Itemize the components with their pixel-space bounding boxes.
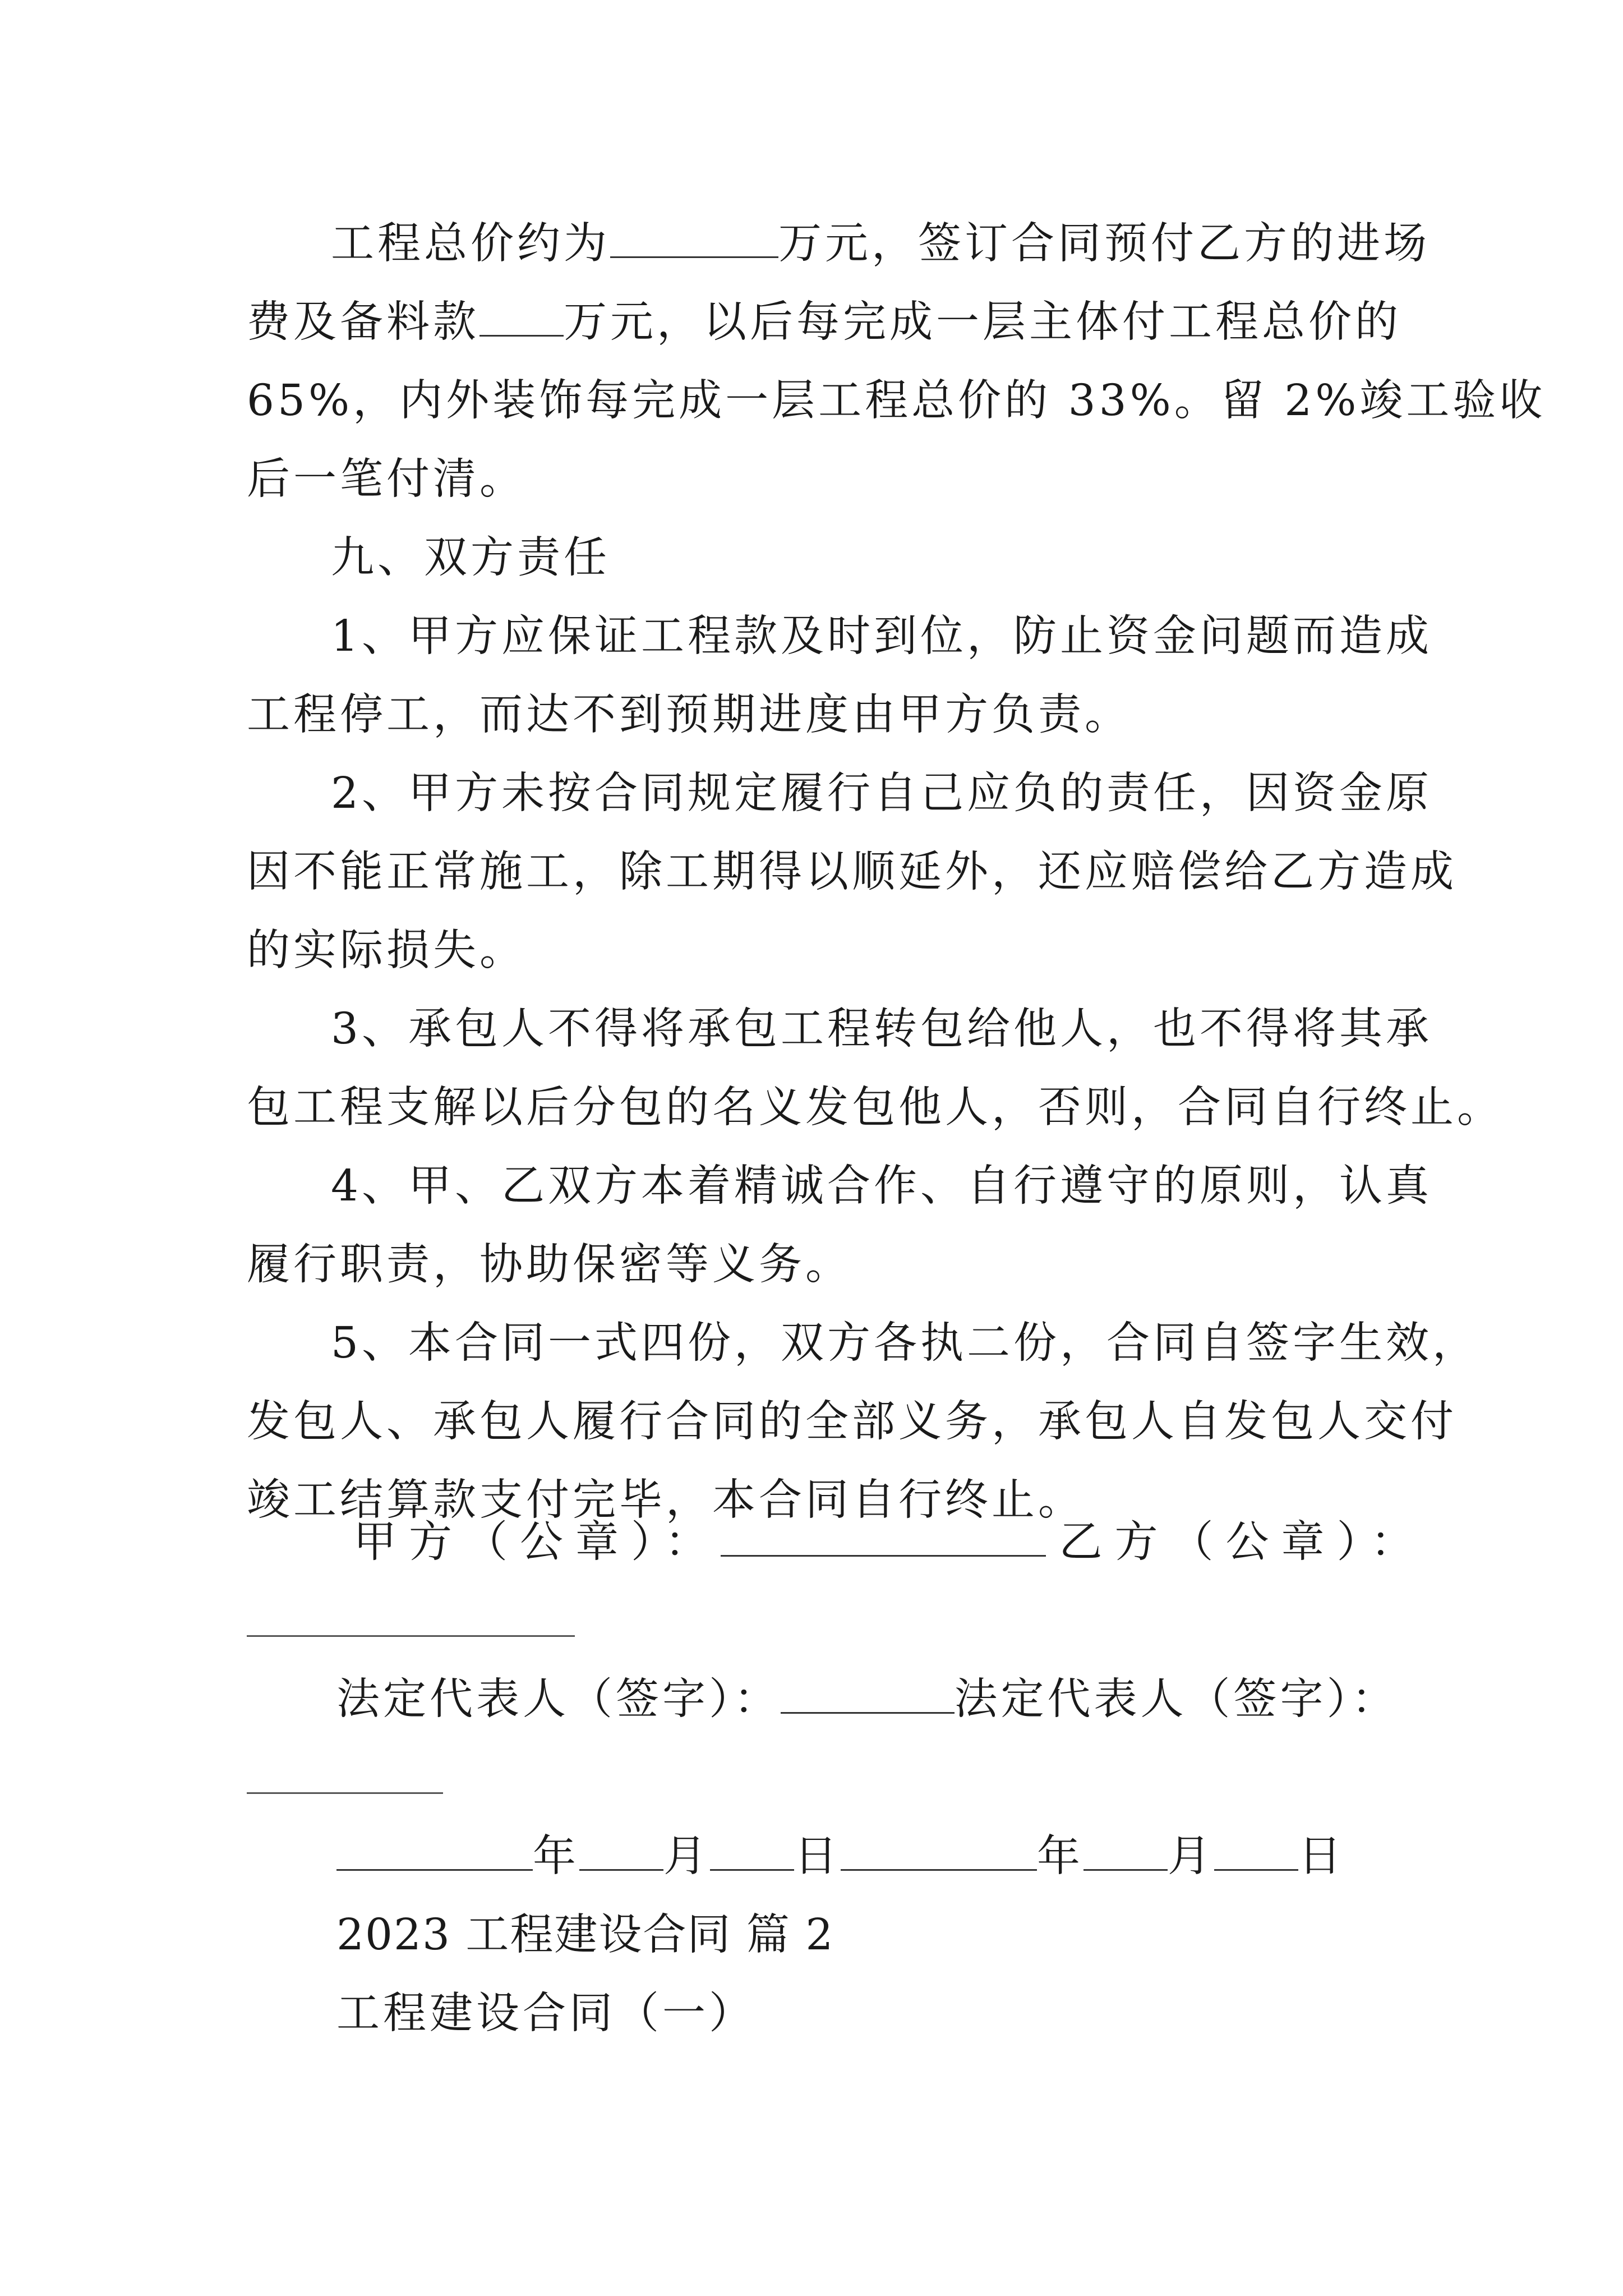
party-a-seal-blank	[721, 1515, 1046, 1557]
text-line: 包工程支解以后分包的名义发包他人，否则，合同自行终止。	[247, 1083, 1504, 1133]
amount-blank	[610, 216, 778, 258]
party-seal-line	[353, 1503, 1426, 1582]
text-line: 3、承包人不得将承包工程转包给他人，也不得将其承	[331, 1004, 1432, 1054]
text-line: 后一笔付清。	[247, 454, 526, 504]
text-segment: 工程总价约为	[331, 219, 610, 269]
section-title: 2023 工程建设合同 篇 2	[336, 1910, 834, 1960]
amount-blank	[479, 295, 564, 337]
day-blank	[710, 1829, 794, 1871]
text-line: 5、本合同一式四份，双方各执二份，合同自签字生效，	[331, 1318, 1479, 1368]
year-label: 年	[533, 1832, 579, 1881]
year-label: 年	[1037, 1832, 1083, 1881]
party-b-seal-label: 乙方（公章）：	[1059, 1517, 1426, 1567]
year-blank	[841, 1829, 1037, 1871]
section-heading: 九、双方责任	[331, 533, 610, 583]
text-line: 发包人、承包人履行合同的全部义务，承包人自发包人交付	[247, 1397, 1457, 1447]
text-line: 履行职责，协助保密等义务。	[247, 1240, 852, 1290]
text-segment: 万元，签订合同预付乙方的进场	[778, 219, 1430, 269]
party-a-rep-label: 法定代表人（签字）：	[336, 1674, 781, 1724]
year-blank	[336, 1829, 533, 1871]
representative-line	[336, 1660, 1402, 1739]
party-a-seal-label: 甲方（公章）：	[353, 1517, 721, 1567]
text-line	[247, 283, 1401, 362]
text-line: 65%，内外装饰每完成一层工程总价的 33%。留 2%竣工验收	[247, 376, 1546, 426]
party-b-seal-blank	[247, 1635, 575, 1637]
text-line: 因不能正常施工，除工期得以顺延外，还应赔偿给乙方造成	[247, 847, 1457, 897]
party-b-rep-blank	[247, 1792, 443, 1794]
day-label: 日	[1298, 1832, 1345, 1881]
party-b-rep-label: 法定代表人（签字）：	[954, 1674, 1398, 1724]
section-subtitle: 工程建设合同（一）	[336, 1989, 755, 2039]
text-line: 的实际损失。	[247, 926, 526, 976]
month-blank	[579, 1829, 663, 1871]
text-line	[331, 205, 1475, 283]
text-segment: 费及备料款	[247, 297, 479, 347]
text-line: 4、甲、乙双方本着精诚合作、自行遵守的原则，认真	[331, 1161, 1432, 1211]
text-line: 1、甲方应保证工程款及时到位，防止资金问题而造成	[331, 611, 1432, 661]
day-label: 日	[794, 1832, 841, 1881]
date-line	[336, 1818, 1402, 1896]
month-blank	[1083, 1829, 1168, 1871]
month-label: 月	[663, 1832, 710, 1881]
text-line: 工程停工，而达不到预期进度由甲方负责。	[247, 690, 1131, 740]
party-a-rep-blank	[781, 1672, 955, 1714]
day-blank	[1214, 1829, 1298, 1871]
text-line: 竣工结算款支付完毕，本合同自行终止。	[247, 1475, 1085, 1525]
text-line: 2、甲方未按合同规定履行自己应负的责任，因资金原	[331, 769, 1432, 818]
month-label: 月	[1168, 1832, 1214, 1881]
text-segment: 万元，以后每完成一层主体付工程总价的	[564, 297, 1401, 347]
